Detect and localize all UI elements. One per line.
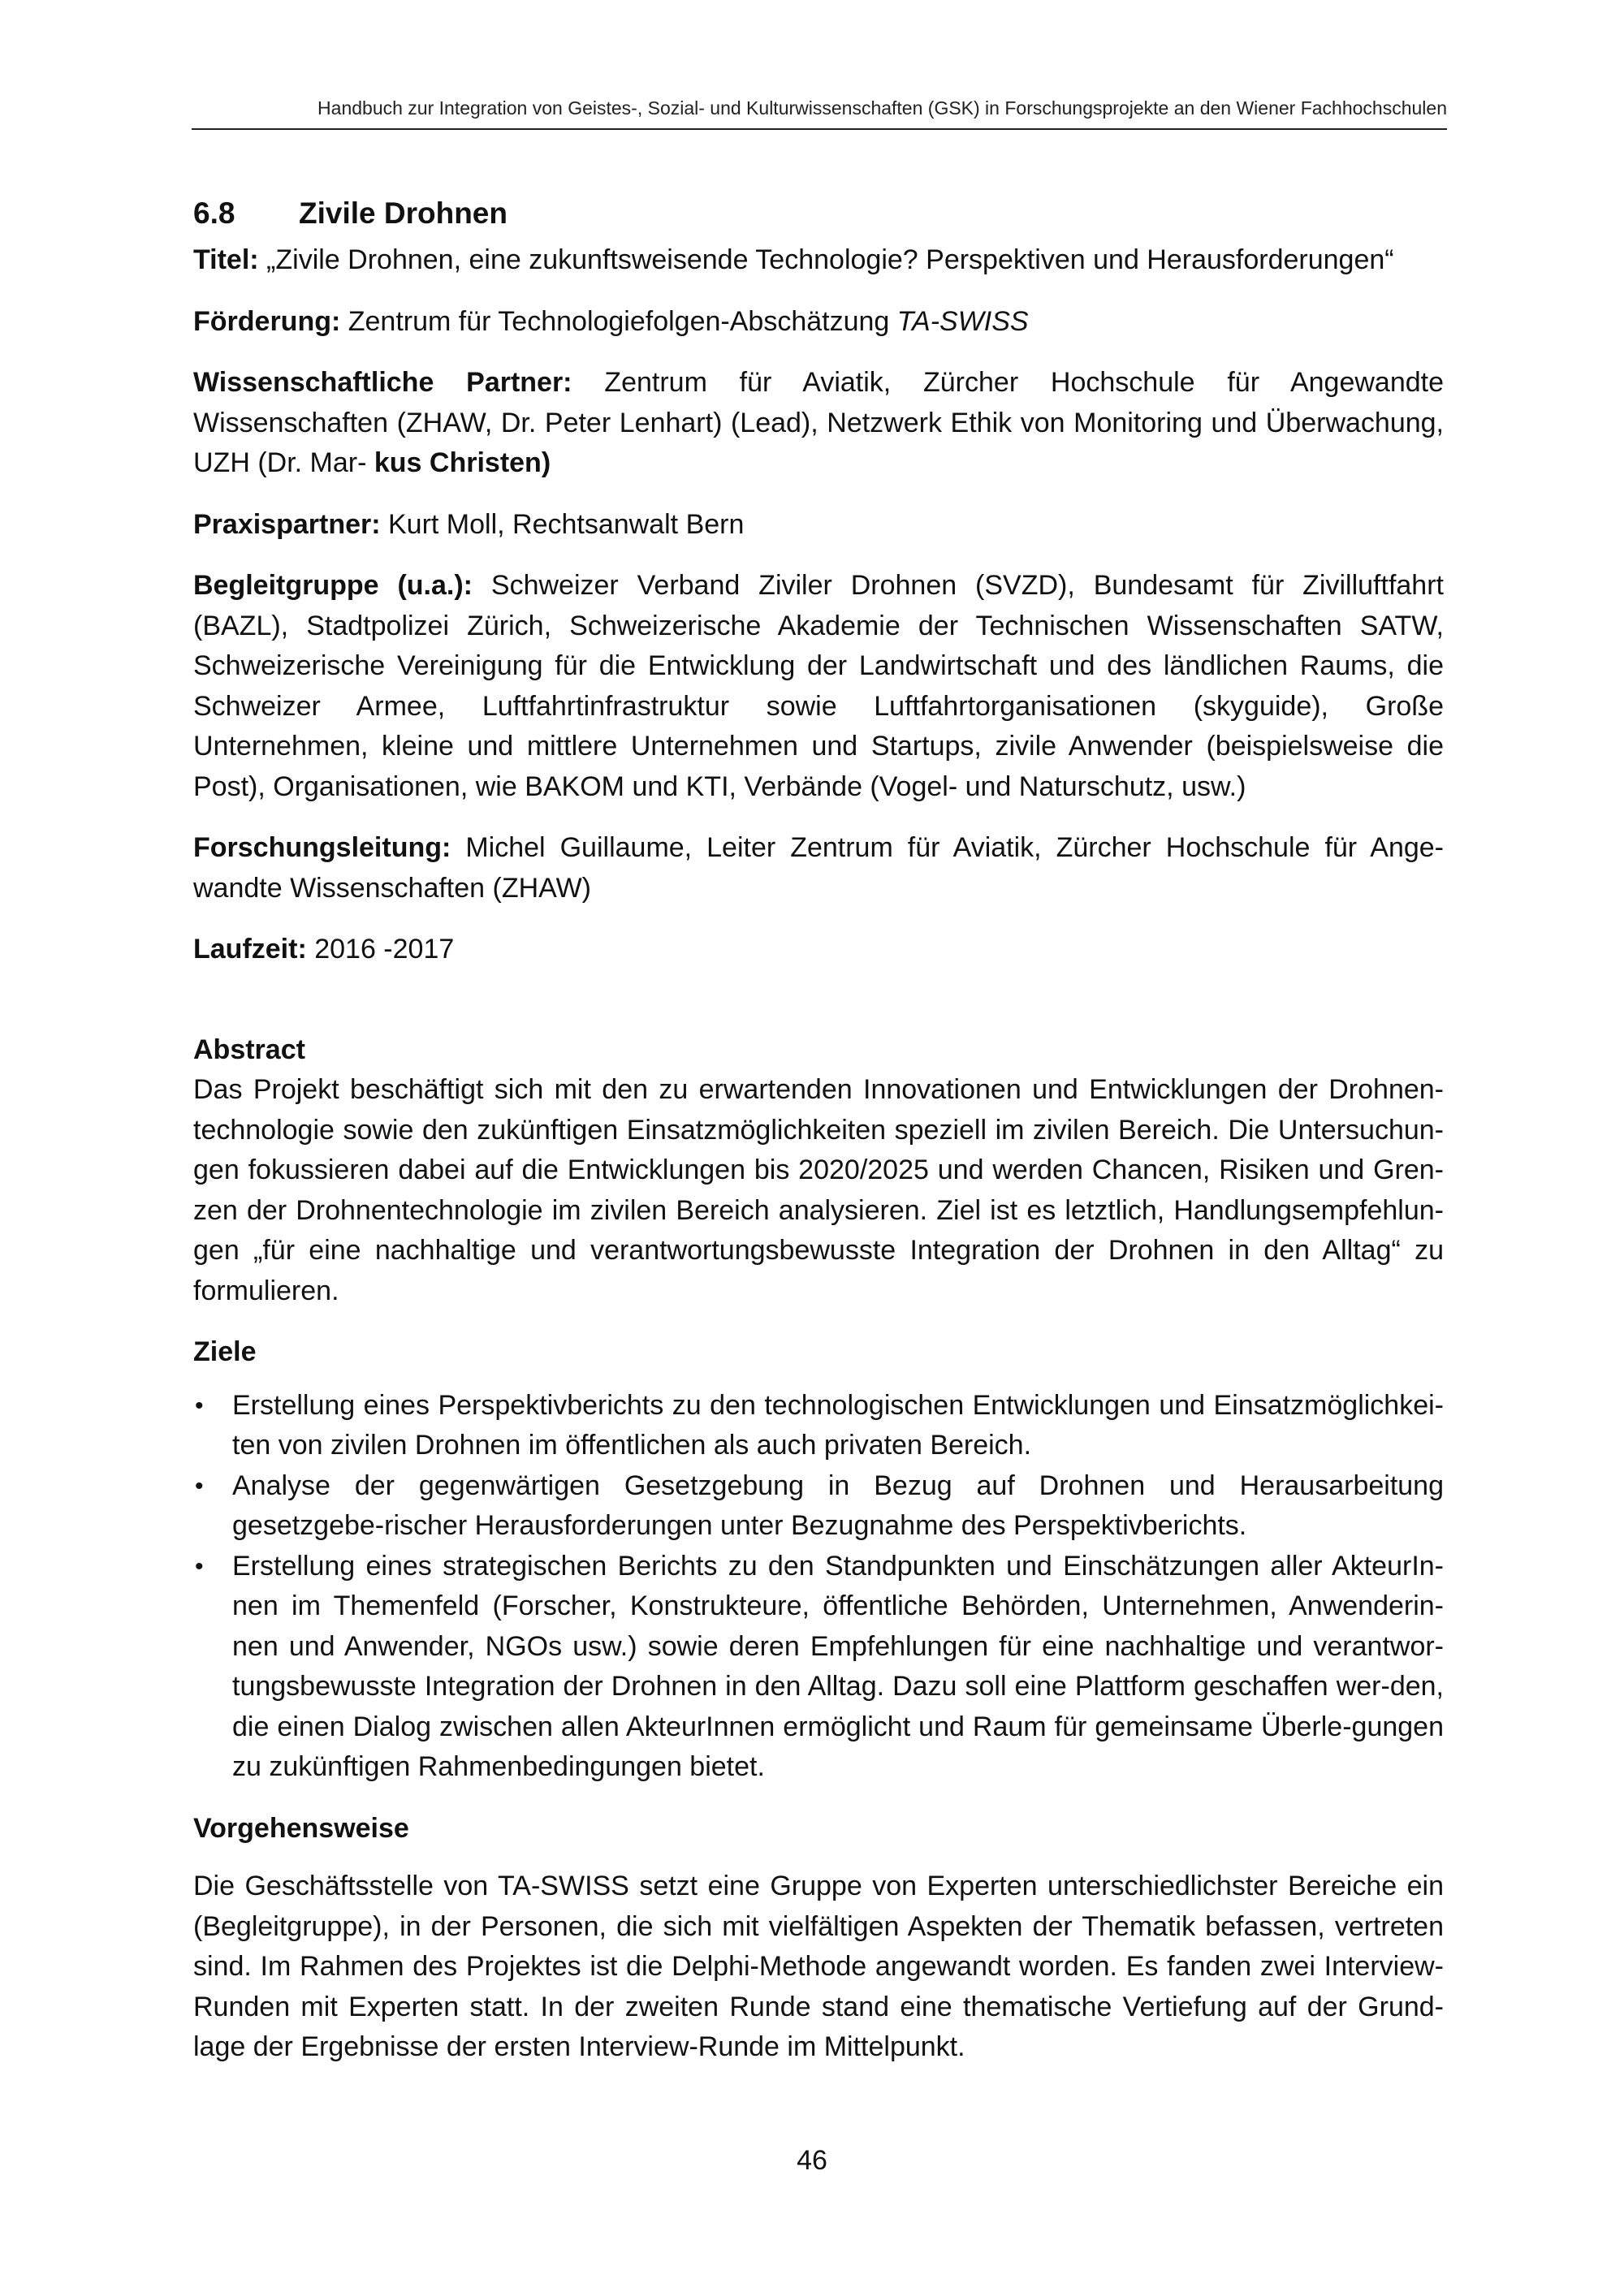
spacer [193, 991, 1444, 1030]
title-value: „Zivile Drohnen, eine zukunftsweisende Technologie? Perspektiven und Herausforderungen“ [258, 244, 1394, 275]
duration-value: 2016 -2017 [306, 934, 455, 965]
duration-field [193, 930, 1444, 970]
goals-item-text: Erstellung eines strategischen Berichts zu den Standpunkten und Einschätzungen aller AkteurIn-nen im Themenfeld (Forscher, Konstrukteure, öffentliche Behörden, Unternehmen, Anwenderin-nen und Anwender, NGOs usw.) sowie deren Empfehlungen für eine nachhaltige und verantwor-tungsbewusste Integration der Drohnen in den Alltag. Dazu soll eine Plattform geschaffen wer-den, die einen Dialog zwischen allen AkteurInnen ermöglicht und Raum für gemeinsame Überle-gungen zu zukünftigen Rahmenbedingungen bietet. [232, 1550, 1444, 1782]
goals-item-text: Erstellung eines Perspektivberichts zu den technologischen Entwicklungen und Einsatzmöglichkei-ten von zivilen Drohnen im öffentlichen als auch privaten Bereich. [232, 1389, 1444, 1461]
funding-org-italic: TA-SWISS [896, 305, 1029, 337]
method-heading: Vorgehensweise [193, 1812, 409, 1844]
page-content [193, 193, 1444, 2089]
advisory-group-label: Begleitgruppe (u.a.): [193, 570, 473, 601]
goals-list-item [195, 1547, 1444, 1788]
partner-bold-tail: kus Christen) [374, 447, 551, 478]
goals-list [193, 1386, 1444, 1788]
partner-label: Wissenschaftliche Partner: [193, 367, 572, 398]
practice-partner-label: Praxispartner: [193, 508, 381, 540]
funding-value: Zentrum für Technologiefolgen-Abschätzung [340, 305, 897, 337]
abstract-heading: Abstract [193, 1034, 305, 1065]
research-lead-value: Michel Guillaume, Leiter Zentrum für Aviatik, Zürcher Hochschule für Ange-wandte Wissenschaften (ZHAW) [193, 832, 1444, 904]
header-rule [192, 128, 1447, 130]
title-field [193, 240, 1444, 281]
goals-list-item [195, 1466, 1444, 1547]
page-number: 46 [797, 2145, 827, 2176]
section-number: 6.8 [193, 196, 235, 230]
goals-item-text: Analyse der gegenwärtigen Gesetzgebung in Bezug auf Drohnen und Herausarbeitung gesetzgebe-rischer Herausforderungen unter Bezugnahme des Perspektivberichts. [232, 1470, 1444, 1541]
bullet-icon: • [195, 1472, 204, 1500]
abstract-text: Das Projekt beschäftigt sich mit den zu erwartenden Innovationen und Entwicklungen der Drohnen-technologie sowie den zukünftigen Einsatzmöglichkeiten speziell im zivilen Bereich. Die Untersuchun-gen fokussieren dabei auf die Entwicklungen bis 2020/2025 und werden Chancen, Risiken und Gren-zen der Drohnentechnologie im zivilen Bereich analysieren. Ziel ist es letztlich, Handlungsempfehlun-gen „für eine nachhaltige und verantwortungsbewusste Integration der Drohnen in den Alltag“ zu formulieren. [193, 1074, 1444, 1306]
bullet-icon: • [195, 1392, 204, 1419]
research-lead-label: Forschungsleitung: [193, 832, 451, 863]
funding-field [193, 302, 1444, 343]
practice-partner-field [193, 505, 1444, 546]
bullet-icon: • [195, 1552, 204, 1580]
practice-partner-value: Kurt Moll, Rechtsanwalt Bern [380, 508, 745, 540]
title-label: Titel: [193, 244, 259, 275]
method-text: Die Geschäftsstelle von TA-SWISS setzt eine Gruppe von Experten unterschiedlichster Bereiche ein (Begleitgruppe), in der Personen, die sich mit vielfältigen Aspekten der Thematik befassen, vertreten sind. Im Rahmen des Projektes ist die Delphi-Methode angewandt worden. Es fanden zwei Interview-Runden mit Experten statt. In der zweiten Runde stand eine thematische Vertiefung auf der Grund-lage der Ergebnisse der ersten Interview-Runde im Mittelpunkt. [193, 1871, 1444, 2062]
funding-label: Förderung: [193, 305, 341, 337]
partner-field [193, 363, 1444, 484]
goals-list-item [195, 1386, 1444, 1466]
duration-label: Laufzeit: [193, 934, 307, 965]
partner-value: Zentrum für Aviatik, Zürcher Hochschule für Angewandte Wissenschaften (ZHAW, Dr. Peter Lenhart) (Lead), Netzwerk Ethik von Monitoring und Überwachung, UZH (Dr. Mar- [193, 367, 1444, 478]
goals-heading: Ziele [193, 1336, 257, 1367]
section-title: Zivile Drohnen [299, 196, 508, 230]
running-header: Handbuch zur Integration von Geistes-, Sozial- und Kulturwissenschaften (GSK) in Forschungsprojekte an den Wiener Fachhochschulen [317, 97, 1447, 119]
research-lead-field [193, 828, 1444, 908]
advisory-group-value: Schweizer Verband Ziviler Drohnen (SVZD), Bundesamt für Zivilluftfahrt (BAZL), Stadtpolizei Zürich, Schweizerische Akademie der Technischen Wissenschaften SATW, Schweizerische Vereinigung für die Entwicklung der Landwirtschaft und des ländlichen Raums, die Schweizer Armee, Luftfahrtinfrastruktur sowie Luftfahrtorganisationen (skyguide), Große Unternehmen, kleine und mittlere Unternehmen und Startups, zivile Anwender (beispielsweise die Post), Organisationen, wie BAKOM und KTI, Verbände (Vogel- und Naturschutz, usw.) [193, 570, 1444, 802]
section-heading [193, 193, 1444, 234]
advisory-group-field [193, 566, 1444, 807]
